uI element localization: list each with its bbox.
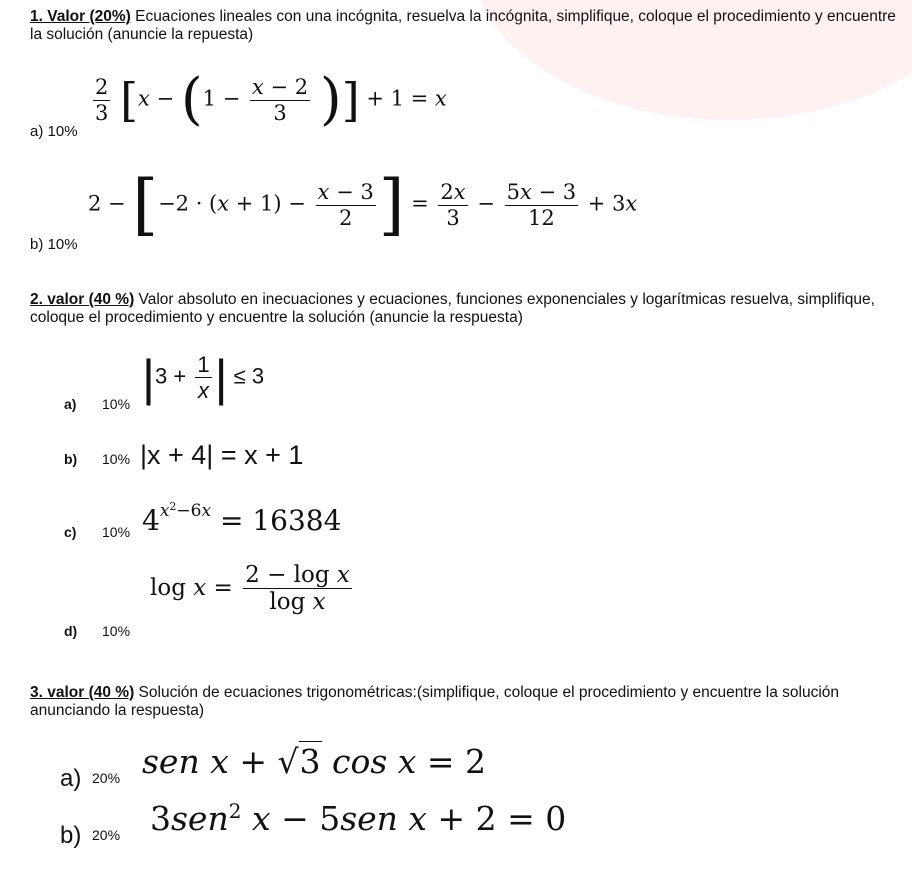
item-2c-letter: c)	[64, 524, 77, 540]
equation-2d: log x = $\frac{\text{2 − log x}}{\text{log x}}$	[150, 562, 350, 616]
item-2b-pct: 10%	[102, 451, 131, 467]
equation-2c: $4^{x^2-6x} = 16384$	[142, 500, 342, 537]
section-3-instructions	[30, 684, 900, 720]
equation-1b: 2 − [−2 · (x + 1) − $\frac{x - 3}{2}$ ] = $\frac{2x}{3}$ − $\frac{5x - 3}{12}$ + 3x	[88, 166, 638, 243]
item-2c-pct: 10%	[102, 524, 131, 540]
equation-3a: sen x + √3 cos x = 2	[142, 742, 487, 781]
item-2b-letter: b)	[64, 451, 78, 467]
item-2a-letter: a)	[64, 396, 77, 412]
item-3b-pct: 20%	[92, 827, 121, 843]
equation-3b: 3sen$^2$ x − 5sen x + 2 = 0	[150, 799, 567, 838]
section-1-text: Ecuaciones lineales con una incógnita, resuelva la incógnita, simplifique, coloque el procedimiento y encuentre la solución (anuncie la repuesta)	[30, 8, 896, 43]
item-3a-pct: 20%	[92, 770, 121, 786]
section-1-heading: 1. Valor (20%)	[30, 8, 131, 25]
section-2-text: Valor absoluto en inecuaciones y ecuaciones, funciones exponenciales y logarítmicas resuelva, simplifique, coloque el procedimiento y encuentre la solución (anuncie la respuesta)	[30, 291, 875, 326]
section-2-heading: 2. valor (40 %)	[30, 291, 135, 308]
item-1a-label: a) 10%	[30, 123, 78, 140]
item-3b-letter: b)	[60, 822, 82, 849]
item-2d-letter: d)	[64, 623, 78, 639]
section-3-heading: 3. valor (40 %)	[30, 684, 135, 701]
item-1b-label: b) 10%	[30, 236, 78, 253]
section-1-instructions	[30, 8, 900, 44]
equation-2b: |x + 4| = x + 1	[140, 440, 304, 470]
item-2a-pct: 10%	[102, 396, 131, 412]
equation-1a: $\frac{2}{3}$ [x − (1 − $\frac{x - 2}{3}$ )] + 1 = x	[95, 67, 447, 132]
item-2d-pct: 10%	[102, 623, 131, 639]
item-3a-letter: a)	[60, 765, 82, 792]
section-3-text: Solución de ecuaciones trigonométricas:(simplifique, coloque el procedimiento y encuentre la solución anunciando la respuesta)	[30, 684, 840, 719]
section-2-instructions	[30, 291, 900, 327]
equation-2a: |3 + $\frac{1}{x}$ | ≤ 3	[142, 349, 265, 406]
